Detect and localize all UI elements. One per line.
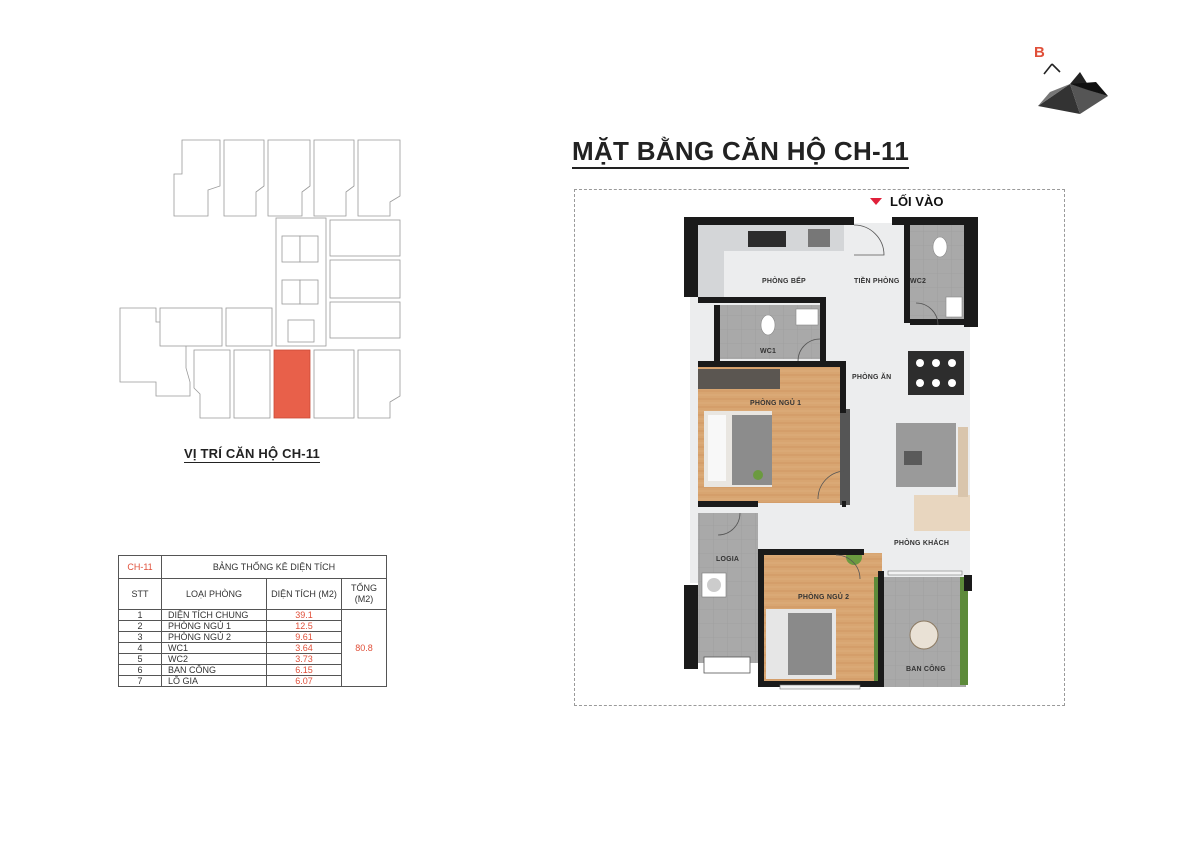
table-total: 80.8 <box>342 610 387 687</box>
col-room: LOẠI PHÒNG <box>162 579 267 610</box>
row-area: 12.5 <box>267 621 342 632</box>
row-room: PHÒNG NGỦ 1 <box>162 621 267 632</box>
row-room: DIỆN TÍCH CHUNG <box>162 610 267 621</box>
row-room: WC1 <box>162 643 267 654</box>
key-plan-caption: VỊ TRÍ CĂN HỘ CH-11 <box>184 446 320 461</box>
compass-letter: B <box>1034 44 1045 61</box>
room-label-wc2: WC2 <box>910 278 927 285</box>
row-area: 39.1 <box>267 610 342 621</box>
row-stt: 2 <box>119 621 162 632</box>
room-label-dining: PHÒNG ĂN <box>852 374 892 381</box>
row-stt: 1 <box>119 610 162 621</box>
row-area: 6.15 <box>267 665 342 676</box>
area-table <box>118 555 387 687</box>
row-area: 3.64 <box>267 643 342 654</box>
row-room: BAN CÔNG <box>162 665 267 676</box>
room-label-bedroom1: PHÒNG NGỦ 1 <box>750 400 802 407</box>
row-area: 6.07 <box>267 676 342 687</box>
col-stt: STT <box>119 579 162 610</box>
col-area: DIỆN TÍCH (M2) <box>267 579 342 610</box>
compass <box>1030 40 1114 120</box>
room-label-balcony: BAN CÔNG <box>906 666 946 673</box>
row-stt: 3 <box>119 632 162 643</box>
room-label-kitchen: PHÒNG BẾP <box>762 278 806 285</box>
table-unit: CH-11 <box>119 556 162 579</box>
row-room: LÔ GIA <box>162 676 267 687</box>
entrance-arrow-icon <box>870 198 882 205</box>
room-label-bedroom2: PHÒNG NGỦ 2 <box>798 594 850 601</box>
room-label-wc1: WC1 <box>760 348 777 355</box>
entrance-marker <box>870 194 943 209</box>
key-plan <box>116 132 412 428</box>
table-row <box>119 610 387 621</box>
row-room: PHÒNG NGỦ 2 <box>162 632 267 643</box>
row-stt: 7 <box>119 676 162 687</box>
table-heading: BẢNG THỐNG KÊ DIỆN TÍCH <box>162 556 387 579</box>
row-area: 9.61 <box>267 632 342 643</box>
room-label-living: PHÒNG KHÁCH <box>894 540 950 547</box>
row-stt: 4 <box>119 643 162 654</box>
room-label-logia: LOGIA <box>716 556 740 563</box>
room-label-foyer: TIỀN PHÒNG <box>854 278 900 285</box>
row-area: 3.73 <box>267 654 342 665</box>
row-stt: 5 <box>119 654 162 665</box>
entrance-label: LỐI VÀO <box>890 194 944 209</box>
floor-plan <box>574 189 1065 706</box>
page-title: MẶT BẰNG CĂN HỘ CH-11 <box>572 136 909 169</box>
col-total: TỔNG (M2) <box>342 579 387 610</box>
row-stt: 6 <box>119 665 162 676</box>
row-room: WC2 <box>162 654 267 665</box>
